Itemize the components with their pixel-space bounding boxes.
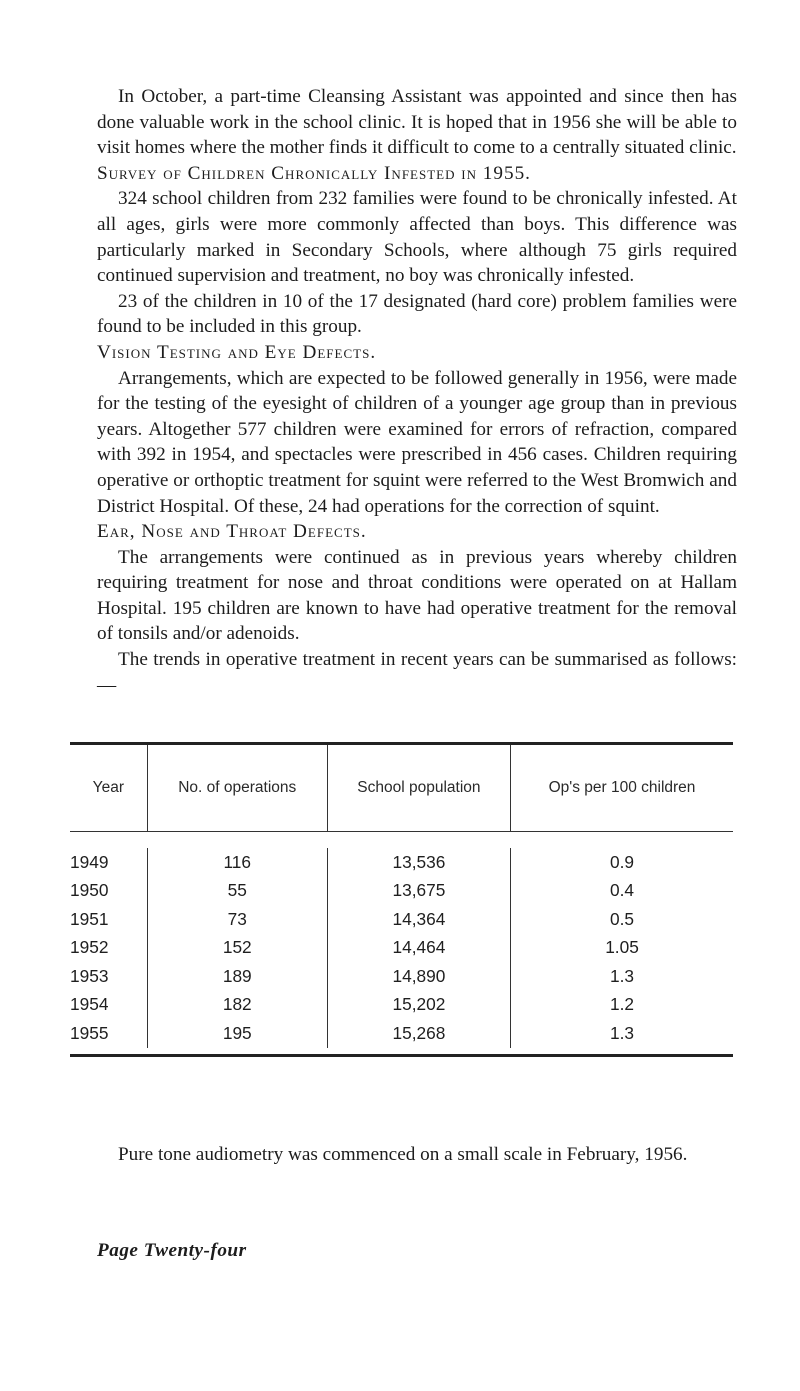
cell-school-population: 13,536 xyxy=(327,848,510,877)
table-row xyxy=(70,934,733,963)
table-row xyxy=(70,991,733,1020)
table-body xyxy=(70,832,733,1054)
heading-vision: Vision Testing and Eye Defects. xyxy=(97,341,377,363)
after-table-text xyxy=(97,1142,737,1168)
table-row xyxy=(70,905,733,934)
cell-operations: 73 xyxy=(147,905,327,934)
cell-ops-per-100: 0.5 xyxy=(510,905,733,934)
cell-ops-per-100: 1.3 xyxy=(510,1019,733,1048)
cell-year: 1951 xyxy=(70,908,109,929)
cell-school-population: 14,364 xyxy=(327,905,510,934)
cell-year: 1949 xyxy=(70,851,109,872)
document-body xyxy=(97,84,737,698)
paragraph-vision: Arrangements, which are expected to be followed generally in 1956, were made for the testing of the eyesight of children of a younger age group than in previous years. Altogether 577 children were examined for errors of refraction, compared with 392 in 1954, and spectacles were prescribed in 456 cases. Children requiring operative or orthoptic treatment for squint were referred to the West Bromwich and District Hospital. Of these, 24 had operations for the correction of squint. xyxy=(97,367,737,517)
paragraph-cleansing-assistant: In October, a part-time Cleansing Assistant was appointed and since then has done valuable work in the school clinic. It is hoped that in 1956 she will be able to visit homes where the mother finds it difficult to come to a centrally situated clinic. xyxy=(97,86,737,159)
cell-school-population: 13,675 xyxy=(327,877,510,906)
cell-school-population: 14,890 xyxy=(327,962,510,991)
header-year: Year xyxy=(92,779,124,796)
operations-table xyxy=(70,742,733,1057)
table-header-row xyxy=(70,745,733,832)
paragraph-ent-1: The arrangements were continued as in previous years whereby children requiring treatment for nose and throat conditions were operated on at Hallam Hospital. 195 children are known to have had operative treatment for the removal of tonsils and/or adenoids. xyxy=(97,546,737,645)
cell-school-population: 15,268 xyxy=(327,1019,510,1048)
header-ops-per-100: Op's per 100 children xyxy=(510,745,733,831)
heading-survey: Survey of Children Chronically Infested in 1955. xyxy=(97,162,531,184)
paragraph-survey-1: 324 school children from 232 families were found to be chronically infested. At all ages, girls were more commonly affected than boys. This difference was particularly marked in Secondary Schools, where although 75 girls required continued supervision and treatment, no boy was chronically infested. xyxy=(97,188,737,287)
cell-operations: 152 xyxy=(147,934,327,963)
table-row xyxy=(70,962,733,991)
cell-school-population: 14,464 xyxy=(327,934,510,963)
cell-ops-per-100: 0.4 xyxy=(510,877,733,906)
cell-ops-per-100: 1.2 xyxy=(510,991,733,1020)
cell-year: 1952 xyxy=(70,937,109,958)
table-row xyxy=(70,1019,733,1048)
cell-operations: 195 xyxy=(147,1019,327,1048)
table-row xyxy=(70,877,733,906)
cell-ops-per-100: 0.9 xyxy=(510,848,733,877)
paragraph-survey-2: 23 of the children in 10 of the 17 designated (hard core) problem families were found to be included in this group. xyxy=(97,290,737,338)
heading-ent: Ear, Nose and Throat Defects. xyxy=(97,521,367,543)
table-row xyxy=(70,848,733,877)
table-bottom-rule xyxy=(70,1054,733,1057)
cell-ops-per-100: 1.3 xyxy=(510,962,733,991)
cell-operations: 55 xyxy=(147,877,327,906)
cell-operations: 182 xyxy=(147,991,327,1020)
cell-ops-per-100: 1.05 xyxy=(510,934,733,963)
cell-year: 1955 xyxy=(70,1022,109,1043)
cell-year: 1953 xyxy=(70,965,109,986)
paragraph-audiometry: Pure tone audiometry was commenced on a small scale in February, 1956. xyxy=(118,1144,688,1165)
header-operations: No. of operations xyxy=(147,745,327,831)
cell-year: 1950 xyxy=(70,880,109,901)
cell-year: 1954 xyxy=(70,994,109,1015)
cell-operations: 189 xyxy=(147,962,327,991)
page-number-label: Page Twenty-four xyxy=(97,1240,247,1261)
paragraph-ent-2: The trends in operative treatment in recent years can be summarised as follows: — xyxy=(97,649,737,696)
cell-school-population: 15,202 xyxy=(327,991,510,1020)
cell-operations: 116 xyxy=(147,848,327,877)
header-school-population: School population xyxy=(327,745,510,831)
